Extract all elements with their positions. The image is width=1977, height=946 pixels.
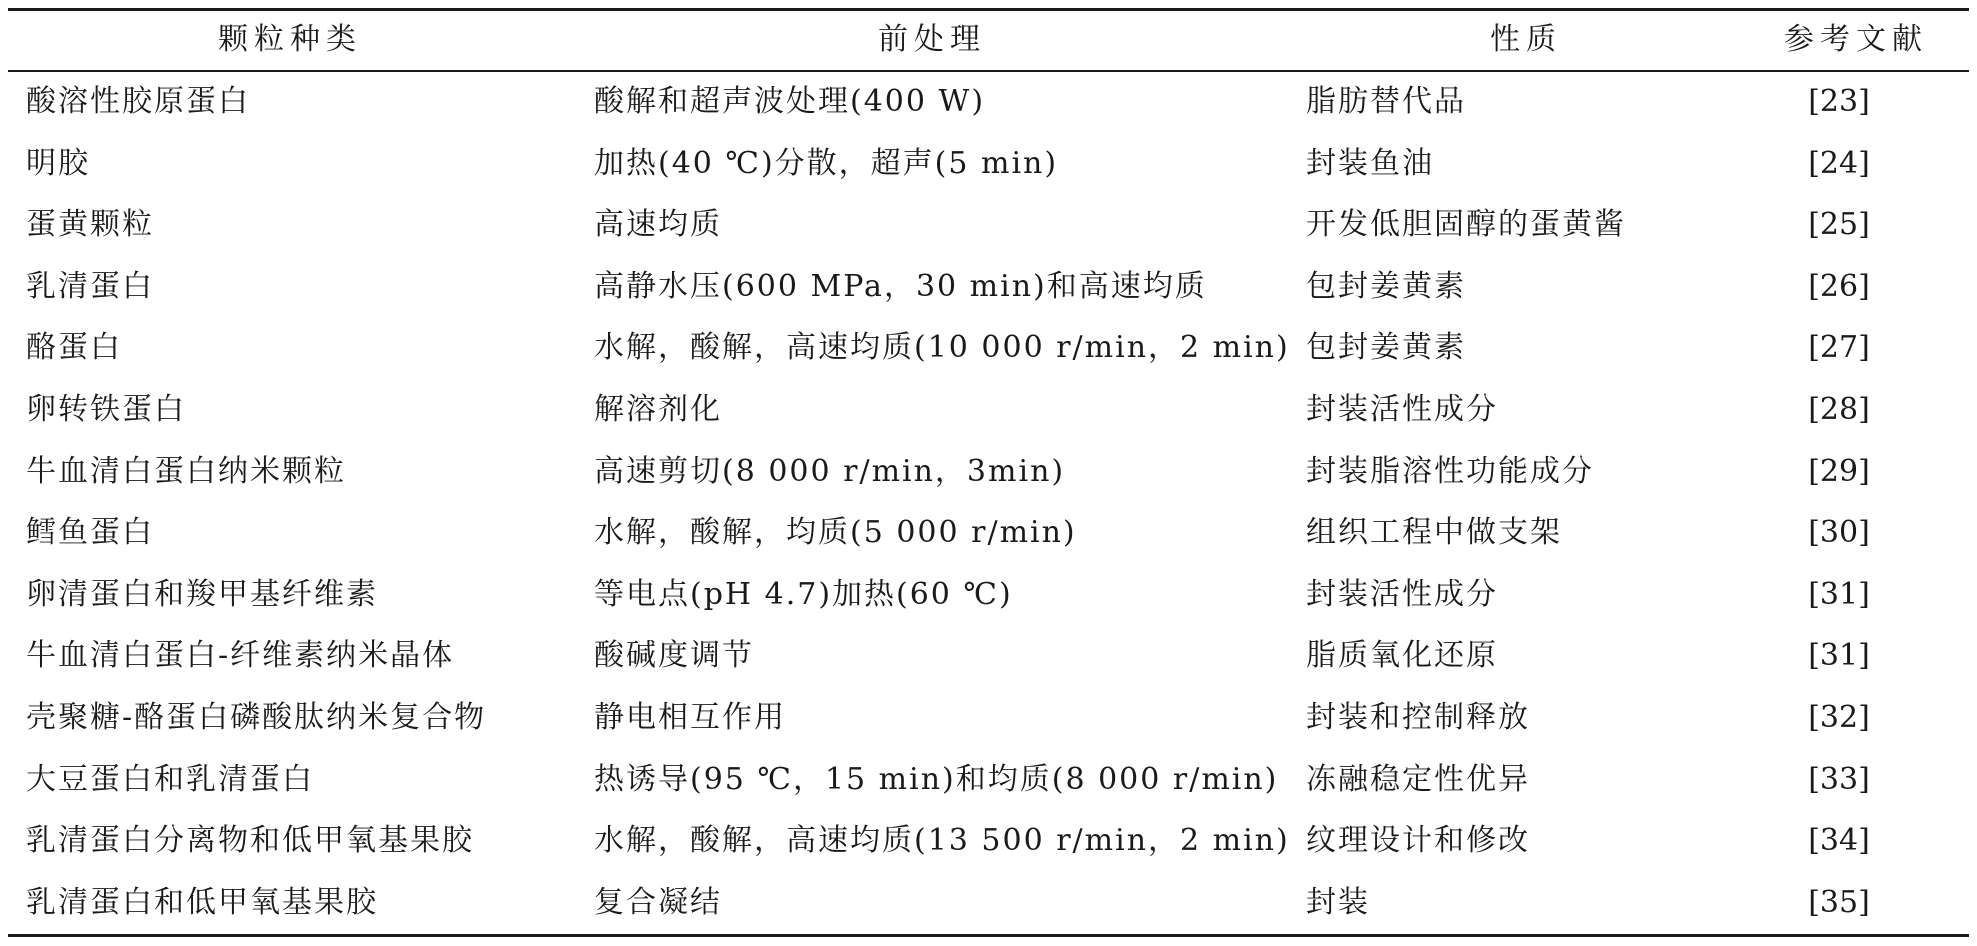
particle-type-cell: 卵转铁蛋白 [26, 392, 186, 427]
pretreatment-cell: 解溶剂化 [594, 392, 722, 427]
table-row [0, 565, 1977, 625]
particle-type-cell: 壳聚糖-酪蛋白磷酸肽纳米复合物 [26, 700, 487, 735]
header-references: 参考文献 [1784, 22, 1928, 57]
particle-type-cell: 牛血清白蛋白纳米颗粒 [26, 453, 346, 489]
particle-type-cell: 酸溶性胶原蛋白 [26, 84, 250, 119]
table-row [0, 380, 1977, 440]
particle-type-cell: 鳕鱼蛋白 [26, 515, 154, 551]
pretreatment-cell: 复合凝结 [594, 884, 722, 920]
reference-cell: [25] [1808, 207, 1870, 243]
table-row [0, 72, 1977, 132]
reference-cell: [24] [1808, 145, 1870, 181]
particle-type-cell: 卵清蛋白和羧甲基纤维素 [26, 576, 378, 612]
pretreatment-cell: 水解，酸解，高速均质(10 000 r/min，2 min) [594, 330, 1290, 366]
table-row [0, 811, 1977, 871]
header-properties: 性质 [1490, 22, 1562, 57]
particle-type-cell: 乳清蛋白和低甲氧基果胶 [26, 884, 378, 920]
pretreatment-cell: 静电相互作用 [594, 700, 786, 735]
particle-type-cell: 明胶 [26, 145, 90, 181]
reference-cell: [28] [1808, 392, 1870, 427]
reference-cell: [35] [1808, 884, 1870, 920]
properties-cell: 包封姜黄素 [1306, 268, 1466, 304]
particle-type-cell: 蛋黄颗粒 [26, 207, 154, 243]
reference-cell: [32] [1808, 700, 1870, 735]
pretreatment-cell: 加热(40 ℃)分散，超声(5 min) [594, 145, 1059, 181]
reference-cell: [34] [1808, 823, 1870, 859]
table-row [0, 195, 1977, 255]
properties-cell: 脂质氧化还原 [1306, 638, 1498, 674]
pretreatment-cell: 高静水压(600 MPa，30 min)和高速均质 [594, 268, 1207, 304]
reference-cell: [27] [1808, 330, 1870, 366]
properties-cell: 包封姜黄素 [1306, 330, 1466, 366]
table-row [0, 503, 1977, 563]
reference-cell: [31] [1808, 638, 1870, 674]
table-row [0, 134, 1977, 194]
properties-cell: 脂肪替代品 [1306, 84, 1466, 119]
particle-type-cell: 酪蛋白 [26, 330, 122, 366]
table-row [0, 873, 1977, 933]
pretreatment-cell: 高速剪切(8 000 r/min，3min) [594, 453, 1066, 489]
reference-cell: [33] [1808, 761, 1870, 797]
properties-cell: 封装 [1306, 884, 1370, 920]
table-row [0, 750, 1977, 810]
pretreatment-cell: 水解，酸解，均质(5 000 r/min) [594, 515, 1077, 551]
properties-cell: 封装鱼油 [1306, 145, 1434, 181]
particle-type-cell: 乳清蛋白分离物和低甲氧基果胶 [26, 823, 474, 859]
properties-cell: 封装活性成分 [1306, 576, 1498, 612]
particle-type-cell: 乳清蛋白 [26, 268, 154, 304]
pretreatment-cell: 水解，酸解，高速均质(13 500 r/min，2 min) [594, 823, 1290, 859]
pretreatment-cell: 酸碱度调节 [594, 638, 754, 674]
properties-cell: 开发低胆固醇的蛋黄酱 [1306, 207, 1626, 243]
table-row [0, 257, 1977, 317]
pretreatment-cell: 等电点(pH 4.7)加热(60 ℃) [594, 576, 1013, 612]
header-pretreatment: 前处理 [878, 22, 986, 57]
table-header-row [0, 10, 1977, 70]
pretreatment-cell: 酸解和超声波处理(400 W) [594, 84, 986, 119]
reference-cell: [30] [1808, 515, 1870, 551]
reference-cell: [29] [1808, 453, 1870, 489]
reference-cell: [26] [1808, 268, 1870, 304]
reference-cell: [23] [1808, 84, 1870, 119]
pretreatment-cell: 热诱导(95 ℃，15 min)和均质(8 000 r/min) [594, 761, 1279, 797]
properties-cell: 封装活性成分 [1306, 392, 1498, 427]
table-row [0, 442, 1977, 502]
properties-cell: 封装和控制释放 [1306, 700, 1530, 735]
table-row [0, 688, 1977, 748]
particle-type-cell: 大豆蛋白和乳清蛋白 [26, 761, 314, 797]
pretreatment-cell: 高速均质 [594, 207, 722, 243]
properties-cell: 冻融稳定性优异 [1306, 761, 1530, 797]
reference-cell: [31] [1808, 576, 1870, 612]
properties-cell: 封装脂溶性功能成分 [1306, 453, 1594, 489]
table-row [0, 318, 1977, 378]
header-particle-type: 颗粒种类 [218, 22, 362, 57]
properties-cell: 组织工程中做支架 [1306, 515, 1562, 551]
table-bottom-rule [8, 934, 1969, 937]
properties-cell: 纹理设计和修改 [1306, 823, 1530, 859]
table-row [0, 626, 1977, 686]
particle-type-cell: 牛血清白蛋白-纤维素纳米晶体 [26, 638, 455, 674]
